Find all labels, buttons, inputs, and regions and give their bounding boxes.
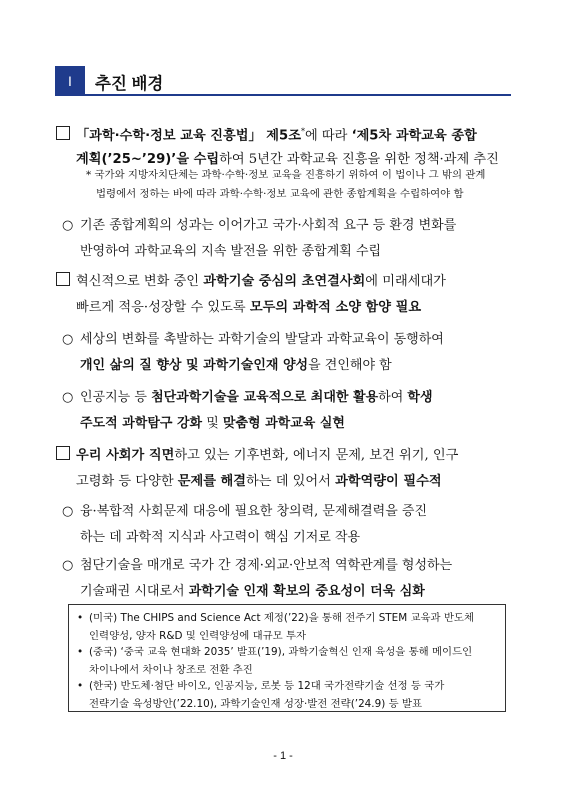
footnote (86, 166, 485, 204)
text: 혁신적으로 변화 중인 (76, 274, 204, 289)
emphasis: 모두의 과학적 소양 함양 필요 (249, 300, 422, 315)
dot-bullet-icon: • (77, 680, 84, 692)
sub-line-2: 하는 데 과학적 지식과 사고력이 핵심 기저로 작용 (80, 530, 361, 545)
box-item-usa (77, 609, 474, 645)
paragraph-3-sub-2 (62, 556, 452, 602)
text: 하는 데 있어서 (246, 474, 336, 489)
emphasis: 과학역량이 필수적 (335, 474, 442, 489)
text: 에 따라 (304, 128, 352, 144)
emphasis: 개인 삶의 질 향상 및 과학기술인재 양성 (80, 358, 309, 373)
text: 및 (202, 416, 223, 431)
footnote-mark: * (300, 127, 305, 136)
sub-line-1 (62, 388, 433, 408)
section-header (55, 66, 511, 96)
text: 에 미래세대가 (365, 274, 446, 289)
law-reference: 「과학·수학·정보 교육 진흥법」 제5조 (76, 128, 301, 144)
section-number: I (55, 66, 85, 96)
circle-bullet-icon: ○ (62, 332, 74, 347)
text: (한국) 반도체·첨단 바이오, 인공지능, 로봇 등 12대 국가전략기술 선정 등 국가 (89, 680, 445, 692)
sub-line-2 (62, 582, 452, 602)
text: 전략기술 육성방안(’22.10), 과학기술인재 성장·발전 전략(’24.9) 등 발표 (89, 698, 422, 710)
section-title: 추진 배경 (95, 75, 164, 93)
plan-title-cont: 계획(’25~’29)’을 수립 (76, 152, 220, 168)
emphasis: 문제를 해결 (177, 474, 247, 489)
sub-line-2 (62, 356, 444, 376)
text: 차이나에서 차이나 창조로 전환 추진 (89, 664, 253, 676)
paragraph-1-line-1 (56, 122, 499, 146)
emphasis: 주도적 과학탐구 강화 (80, 416, 203, 431)
sub-line-1 (62, 502, 427, 522)
dot-bullet-icon: • (77, 646, 84, 658)
emphasis: 과학기술 인재 확보의 중요성이 더욱 심화 (188, 584, 425, 599)
box-item-korea (77, 677, 444, 713)
sub-line-1 (62, 330, 444, 350)
text: 하고 있는 기후변화, 에너지 문제, 보건 위기, 인구 (174, 448, 459, 463)
circle-bullet-icon: ○ (62, 218, 74, 233)
paragraph-2-line-1 (56, 272, 446, 292)
emphasis: 첨단과학기술을 교육적으로 최대한 활용 (151, 390, 379, 405)
sub-line-1 (62, 556, 452, 576)
text: (미국) The CHIPS and Science Act 제정(’22)을 통해 전주기 STEM 교육과 반도체 (89, 612, 474, 624)
text: (중국) ‘중국 교육 현대화 2035’ 발표(’19), 과학기술혁신 인재 육성을 통해 메이드인 (89, 646, 473, 658)
paragraph-2-sub-2 (62, 388, 433, 434)
text: 고령화 등 다양한 (76, 474, 178, 489)
paragraph-3-sub-1 (62, 502, 427, 548)
text: 첨단기술을 매개로 국가 간 경제·외교·안보적 역학관계를 형성하는 (80, 558, 453, 573)
text: 하여 5년간 과학교육 진흥을 위한 정책·과제 추진 (219, 152, 499, 168)
emphasis: 과학기술 중심의 초연결사회 (203, 274, 366, 289)
paragraph-2 (56, 272, 446, 318)
square-bullet-icon (56, 126, 70, 140)
text: 기존 종합계획의 성과는 이어가고 국가·사회적 요구 등 환경 변화를 (80, 218, 457, 233)
text: 빠르게 적응·성장할 수 있도록 (76, 300, 250, 315)
emphasis: 맞춤형 과학교육 실현 (222, 416, 345, 431)
text: 을 견인해야 함 (308, 358, 392, 373)
dot-bullet-icon: • (77, 612, 84, 624)
sub-line-1 (62, 216, 456, 236)
emphasis: 학생 (407, 390, 433, 405)
sub-line-2: 반영하여 과학교육의 지속 발전을 위한 종합계획 수립 (80, 244, 382, 259)
text: 하여 (378, 390, 408, 405)
paragraph-1-sub (62, 216, 456, 262)
paragraph-1 (56, 122, 499, 170)
square-bullet-icon (56, 446, 70, 460)
example-box (68, 604, 506, 712)
text: 세상의 변화를 촉발하는 과학기술의 발달과 과학교육이 동행하여 (80, 332, 444, 347)
sub-line-2 (62, 414, 433, 434)
emphasis: 우리 사회가 직면 (76, 448, 175, 463)
circle-bullet-icon: ○ (62, 504, 74, 519)
circle-bullet-icon: ○ (62, 558, 74, 573)
text: 기술패권 시대로서 (80, 584, 189, 599)
page-number: - 1 - (273, 750, 293, 762)
text: 인력양성, 양자 R&D 및 인력양성에 대규모 투자 (89, 630, 307, 642)
text: 융·복합적 사회문제 대응에 필요한 창의력, 문제해결력을 증진 (80, 504, 428, 519)
plan-title: ‘제5차 과학교육 종합 (351, 128, 477, 144)
circle-bullet-icon: ○ (62, 390, 74, 405)
paragraph-2-line-2 (56, 298, 446, 318)
paragraph-3 (56, 446, 458, 492)
paragraph-2-sub-1 (62, 330, 444, 376)
section-underline (85, 94, 511, 96)
paragraph-3-line-2 (56, 472, 458, 492)
footnote-line-1: * 국가와 지방자치단체는 과학·수학·정보 교육을 진흥하기 위하여 이 법이나 그 밖의 관계 (86, 169, 486, 181)
paragraph-3-line-1 (56, 446, 458, 466)
footnote-line-2: 법령에서 정하는 바에 따라 과학·수학·정보 교육에 관한 종합계획을 수립하여야 함 (96, 188, 464, 200)
square-bullet-icon (56, 272, 70, 286)
box-item-china (77, 643, 472, 679)
text: 인공지능 등 (80, 390, 152, 405)
